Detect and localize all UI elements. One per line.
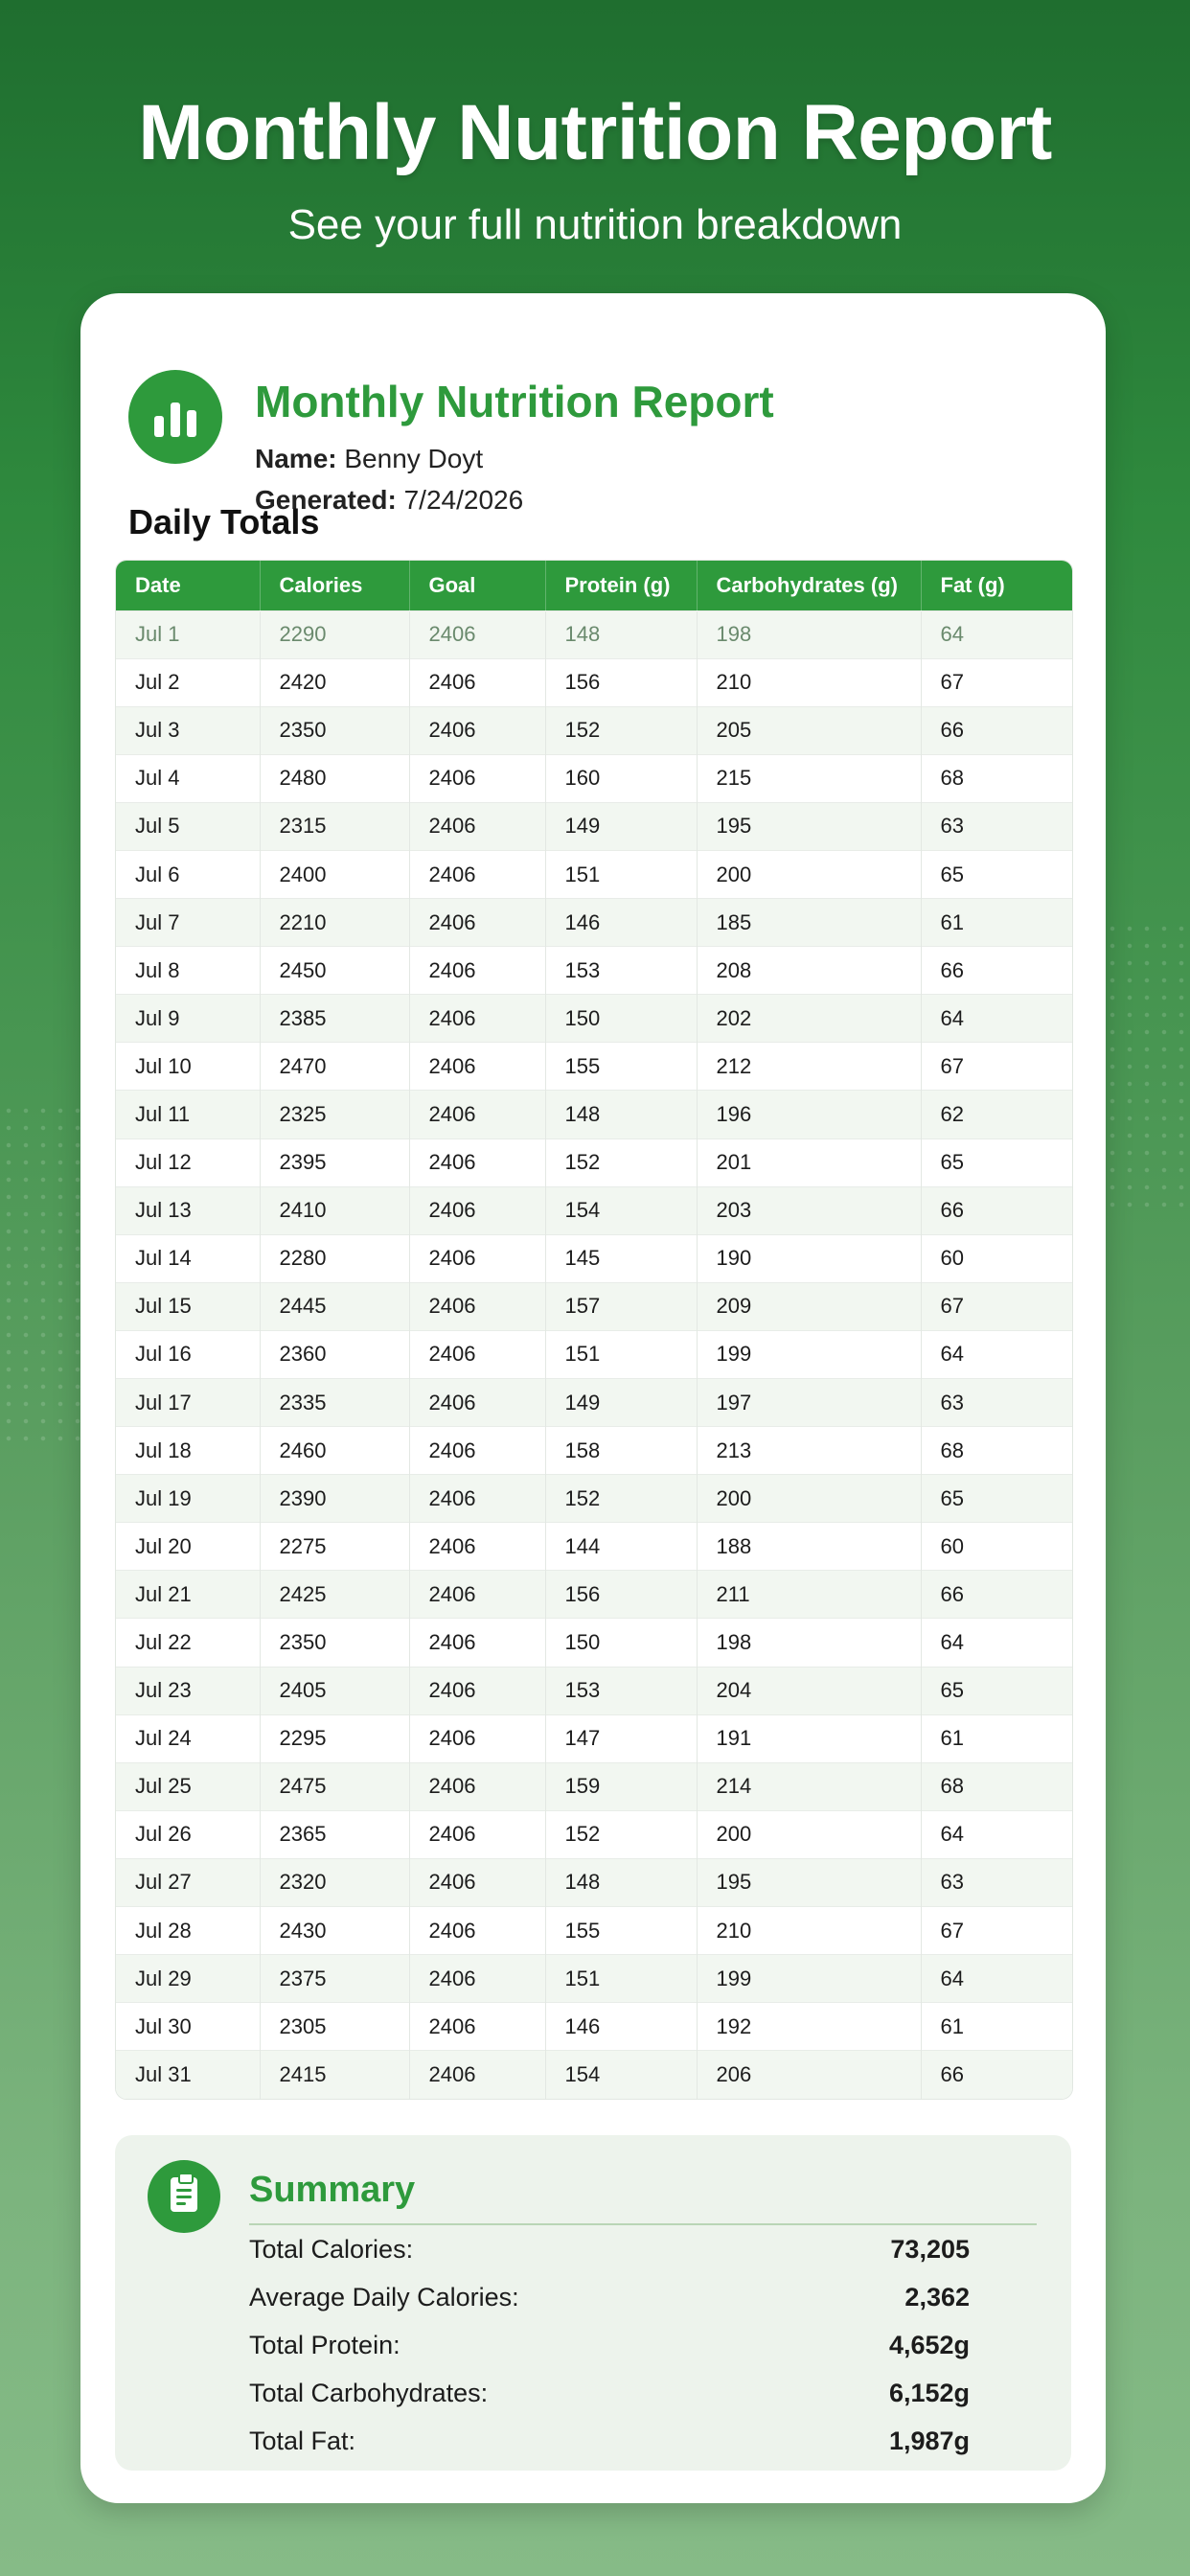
table-cell: 67	[921, 1043, 1072, 1091]
table-cell: Jul 4	[116, 754, 260, 802]
table-cell: 2406	[409, 1619, 545, 1667]
table-cell: 150	[545, 1619, 697, 1667]
table-cell: 2406	[409, 1523, 545, 1571]
table-cell: 2450	[260, 947, 409, 995]
table-cell: 205	[697, 706, 921, 754]
table-cell: 152	[545, 1475, 697, 1523]
table-cell: 214	[697, 1762, 921, 1810]
table-cell: 2406	[409, 658, 545, 706]
table-cell: Jul 6	[116, 850, 260, 898]
table-cell: 2406	[409, 754, 545, 802]
table-cell: Jul 9	[116, 995, 260, 1043]
table-cell: 157	[545, 1282, 697, 1330]
table-cell: Jul 7	[116, 899, 260, 947]
table-cell: 2406	[409, 802, 545, 850]
table-cell: 2406	[409, 850, 545, 898]
table-row	[116, 1858, 1072, 1906]
table-cell: 2406	[409, 1186, 545, 1234]
table-cell: 2406	[409, 1091, 545, 1138]
table-cell: 2406	[409, 1907, 545, 1955]
table-cell: 200	[697, 1475, 921, 1523]
table-cell: Jul 21	[116, 1571, 260, 1619]
summary-value: 1,987g	[888, 2426, 970, 2455]
column-header: Protein (g)	[545, 561, 697, 610]
table-cell: 153	[545, 947, 697, 995]
table-cell: 60	[921, 1523, 1072, 1571]
table-cell: 2406	[409, 1571, 545, 1619]
table-cell: 2460	[260, 1427, 409, 1475]
table-cell: 204	[697, 1667, 921, 1714]
table-cell: 66	[921, 1571, 1072, 1619]
table-cell: 195	[697, 802, 921, 850]
daily-totals-title: Daily Totals	[128, 502, 320, 541]
report-title: Monthly Nutrition Report	[255, 377, 774, 426]
table-cell: Jul 5	[116, 802, 260, 850]
table-row	[116, 1234, 1072, 1282]
table-row	[116, 1955, 1072, 2003]
table-cell: 148	[545, 610, 697, 658]
table-cell: Jul 22	[116, 1619, 260, 1667]
table-cell: 154	[545, 2051, 697, 2099]
table-cell: 2445	[260, 1282, 409, 1330]
table-cell: 2430	[260, 1907, 409, 1955]
table-cell: 200	[697, 850, 921, 898]
summary-label: Total Fat:	[249, 2426, 356, 2455]
summary-value: 73,205	[890, 2234, 970, 2264]
table-cell: 66	[921, 947, 1072, 995]
table-cell: 64	[921, 610, 1072, 658]
table-cell: 2475	[260, 1762, 409, 1810]
table-cell: 210	[697, 1907, 921, 1955]
report-name	[255, 444, 483, 474]
table-cell: 62	[921, 1091, 1072, 1138]
table-row	[116, 1810, 1072, 1858]
table-body	[116, 610, 1072, 2099]
table-cell: Jul 20	[116, 1523, 260, 1571]
table-cell: Jul 3	[116, 706, 260, 754]
table-row	[116, 1619, 1072, 1667]
table-cell: 2406	[409, 706, 545, 754]
table-cell: 2290	[260, 610, 409, 658]
summary-row	[249, 2373, 970, 2413]
table-cell: 2400	[260, 850, 409, 898]
decorative-dots-left	[0, 1102, 86, 1447]
table-row	[116, 1571, 1072, 1619]
daily-totals-table	[115, 560, 1073, 2100]
table-cell: Jul 27	[116, 1858, 260, 1906]
table-cell: 152	[545, 1810, 697, 1858]
table-cell: 2406	[409, 1379, 545, 1427]
table-cell: 199	[697, 1330, 921, 1378]
table-cell: 2406	[409, 1330, 545, 1378]
table-row	[116, 1186, 1072, 1234]
table-cell: 212	[697, 1043, 921, 1091]
table-cell: Jul 12	[116, 1138, 260, 1186]
table-cell: Jul 18	[116, 1427, 260, 1475]
table-cell: 2325	[260, 1091, 409, 1138]
table-cell: 2210	[260, 899, 409, 947]
table-cell: 2406	[409, 1762, 545, 1810]
table-cell: 64	[921, 995, 1072, 1043]
table-cell: 156	[545, 1571, 697, 1619]
table-cell: 65	[921, 1475, 1072, 1523]
table-cell: Jul 30	[116, 2003, 260, 2051]
table-cell: 2406	[409, 1667, 545, 1714]
table-cell: 2350	[260, 1619, 409, 1667]
table-cell: 2406	[409, 1282, 545, 1330]
table-cell: 2406	[409, 1043, 545, 1091]
table-cell: 2406	[409, 1955, 545, 2003]
table-cell: 196	[697, 1091, 921, 1138]
table-cell: Jul 13	[116, 1186, 260, 1234]
table-cell: 198	[697, 610, 921, 658]
summary-label: Total Protein:	[249, 2330, 400, 2359]
clipboard-icon	[148, 2160, 220, 2233]
table-cell: 209	[697, 1282, 921, 1330]
table-row	[116, 658, 1072, 706]
table-cell: 150	[545, 995, 697, 1043]
table-cell: 67	[921, 658, 1072, 706]
table-cell: 63	[921, 802, 1072, 850]
summary-value: 4,652g	[888, 2330, 970, 2359]
table-row	[116, 1667, 1072, 1714]
table-cell: 211	[697, 1571, 921, 1619]
table-cell: Jul 26	[116, 1810, 260, 1858]
table-cell: 2406	[409, 1427, 545, 1475]
table-cell: 2375	[260, 1955, 409, 2003]
table-cell: 149	[545, 1379, 697, 1427]
table-cell: Jul 8	[116, 947, 260, 995]
table-cell: Jul 31	[116, 2051, 260, 2099]
table-cell: 153	[545, 1667, 697, 1714]
summary-row	[249, 2421, 970, 2461]
table-cell: 2410	[260, 1186, 409, 1234]
table-cell: 2395	[260, 1138, 409, 1186]
table-cell: 2335	[260, 1379, 409, 1427]
table-row	[116, 899, 1072, 947]
table-cell: 65	[921, 1138, 1072, 1186]
table-row	[116, 1762, 1072, 1810]
table-cell: 185	[697, 899, 921, 947]
table-cell: 2295	[260, 1714, 409, 1762]
table-cell: 68	[921, 1427, 1072, 1475]
table-cell: 2360	[260, 1330, 409, 1378]
table-row	[116, 706, 1072, 754]
table-cell: 149	[545, 802, 697, 850]
table-cell: 206	[697, 2051, 921, 2099]
table-cell: 198	[697, 1619, 921, 1667]
table-cell: 199	[697, 1955, 921, 2003]
table-cell: 2385	[260, 995, 409, 1043]
table-row	[116, 947, 1072, 995]
table-row	[116, 1379, 1072, 1427]
table-cell: 2415	[260, 2051, 409, 2099]
table-cell: 2365	[260, 1810, 409, 1858]
table-cell: 65	[921, 1667, 1072, 1714]
table-cell: 67	[921, 1282, 1072, 1330]
table-cell: 2470	[260, 1043, 409, 1091]
table-cell: 66	[921, 2051, 1072, 2099]
table-cell: 148	[545, 1858, 697, 1906]
table-cell: 2406	[409, 1810, 545, 1858]
table-cell: 151	[545, 1330, 697, 1378]
table-cell: Jul 28	[116, 1907, 260, 1955]
table-row	[116, 1043, 1072, 1091]
table-cell: 208	[697, 947, 921, 995]
table-cell: 210	[697, 658, 921, 706]
table-row	[116, 1282, 1072, 1330]
table-header-row	[116, 561, 1072, 610]
table-cell: 192	[697, 2003, 921, 2051]
table-cell: 64	[921, 1955, 1072, 2003]
table-cell: 64	[921, 1619, 1072, 1667]
table-cell: 144	[545, 1523, 697, 1571]
table-cell: 60	[921, 1234, 1072, 1282]
table-cell: Jul 25	[116, 1762, 260, 1810]
table-row	[116, 2003, 1072, 2051]
table-cell: Jul 19	[116, 1475, 260, 1523]
table-row	[116, 1138, 1072, 1186]
table-cell: 2406	[409, 995, 545, 1043]
table-cell: 197	[697, 1379, 921, 1427]
column-header: Goal	[409, 561, 545, 610]
summary-label: Total Calories:	[249, 2234, 414, 2264]
table-cell: 2406	[409, 610, 545, 658]
summary-row	[249, 2277, 970, 2317]
table-row	[116, 1907, 1072, 1955]
table-row	[116, 754, 1072, 802]
table-cell: 152	[545, 1138, 697, 1186]
summary-panel	[115, 2135, 1071, 2471]
column-header: Calories	[260, 561, 409, 610]
table-cell: 202	[697, 995, 921, 1043]
name-value: Benny Doyt	[344, 444, 484, 473]
table-cell: 2406	[409, 2003, 545, 2051]
hero-title: Monthly Nutrition Report	[138, 89, 1052, 176]
table-cell: 155	[545, 1907, 697, 1955]
table-cell: 64	[921, 1330, 1072, 1378]
table-cell: 61	[921, 1714, 1072, 1762]
table-cell: 200	[697, 1810, 921, 1858]
table-row	[116, 1091, 1072, 1138]
generated-label: Generated:	[255, 485, 397, 515]
table-cell: 2406	[409, 1234, 545, 1282]
table-cell: Jul 11	[116, 1091, 260, 1138]
table-cell: Jul 17	[116, 1379, 260, 1427]
summary-row	[249, 2325, 970, 2365]
table-cell: 152	[545, 706, 697, 754]
table-cell: 195	[697, 1858, 921, 1906]
summary-label: Total Carbohydrates:	[249, 2378, 489, 2407]
column-header: Fat (g)	[940, 572, 1005, 597]
table-cell: Jul 14	[116, 1234, 260, 1282]
table-cell: Jul 15	[116, 1282, 260, 1330]
table-row	[116, 995, 1072, 1043]
table-cell: 2406	[409, 899, 545, 947]
report-header	[128, 332, 1067, 515]
table-row	[116, 610, 1072, 658]
table-cell: 2305	[260, 2003, 409, 2051]
table-cell: Jul 29	[116, 1955, 260, 2003]
table-cell: 188	[697, 1523, 921, 1571]
table-cell: Jul 23	[116, 1667, 260, 1714]
table-cell: 146	[545, 2003, 697, 2051]
table-cell: Jul 2	[116, 658, 260, 706]
table-cell: 2406	[409, 2051, 545, 2099]
table-cell: 190	[697, 1234, 921, 1282]
column-header: Date	[116, 561, 260, 610]
table-cell: 2350	[260, 706, 409, 754]
table-cell: 2425	[260, 1571, 409, 1619]
generated-value: 7/24/2026	[403, 485, 524, 515]
summary-row	[249, 2229, 970, 2269]
table-cell: 67	[921, 1907, 1072, 1955]
table-cell: 2480	[260, 754, 409, 802]
table-cell: 2405	[260, 1667, 409, 1714]
column-header: Carbohydrates (g)	[697, 561, 921, 610]
table-row	[116, 1475, 1072, 1523]
table-cell: 201	[697, 1138, 921, 1186]
table-cell: 2406	[409, 1475, 545, 1523]
table-cell: 2275	[260, 1523, 409, 1571]
table-cell: 2280	[260, 1234, 409, 1282]
hero-subtitle: See your full nutrition breakdown	[287, 201, 903, 248]
table-cell: 2315	[260, 802, 409, 850]
table-row	[116, 1330, 1072, 1378]
table-cell: 154	[545, 1186, 697, 1234]
table-cell: 66	[921, 706, 1072, 754]
table-cell: 65	[921, 850, 1072, 898]
decorative-dots-right	[1104, 920, 1190, 1208]
table-cell: 66	[921, 1186, 1072, 1234]
summary-title: Summary	[249, 2170, 416, 2210]
table-cell: 203	[697, 1186, 921, 1234]
table-cell: 68	[921, 754, 1072, 802]
table-cell: 213	[697, 1427, 921, 1475]
table-cell: 2406	[409, 1138, 545, 1186]
table-cell: 61	[921, 2003, 1072, 2051]
table-cell: 191	[697, 1714, 921, 1762]
name-label: Name:	[255, 444, 337, 473]
table-cell: 2320	[260, 1858, 409, 1906]
table-cell: Jul 1	[116, 610, 260, 658]
table-cell: 2406	[409, 1858, 545, 1906]
table-cell: 159	[545, 1762, 697, 1810]
table-row	[116, 1714, 1072, 1762]
table-cell: 2390	[260, 1475, 409, 1523]
table-row	[116, 850, 1072, 898]
table-cell: 61	[921, 899, 1072, 947]
table-cell: 63	[921, 1379, 1072, 1427]
table-cell: 63	[921, 1858, 1072, 1906]
table-cell: 160	[545, 754, 697, 802]
table-cell: 68	[921, 1762, 1072, 1810]
table-cell: 64	[921, 1810, 1072, 1858]
table-row	[116, 802, 1072, 850]
table-cell: 158	[545, 1427, 697, 1475]
summary-label: Average Daily Calories:	[249, 2282, 519, 2312]
table-cell: Jul 24	[116, 1714, 260, 1762]
table-cell: 2406	[409, 1714, 545, 1762]
table-cell: Jul 16	[116, 1330, 260, 1378]
table-cell: 151	[545, 850, 697, 898]
summary-value: 2,362	[904, 2282, 970, 2312]
table-cell: 147	[545, 1714, 697, 1762]
table-cell: 2406	[409, 947, 545, 995]
table-cell: 151	[545, 1955, 697, 2003]
table-cell: 148	[545, 1091, 697, 1138]
table-cell: 155	[545, 1043, 697, 1091]
table-cell: 156	[545, 658, 697, 706]
hero-header	[0, 0, 1190, 249]
summary-divider	[249, 2223, 1037, 2225]
report-card	[80, 293, 1106, 2503]
table-row	[116, 2051, 1072, 2099]
table-cell: 146	[545, 899, 697, 947]
bar-chart-icon	[128, 370, 222, 464]
table-row	[116, 1523, 1072, 1571]
table-row	[116, 1427, 1072, 1475]
table-cell: Jul 10	[116, 1043, 260, 1091]
table-cell: 2420	[260, 658, 409, 706]
summary-value: 6,152g	[888, 2378, 970, 2407]
table-cell: 215	[697, 754, 921, 802]
table-cell: 145	[545, 1234, 697, 1282]
